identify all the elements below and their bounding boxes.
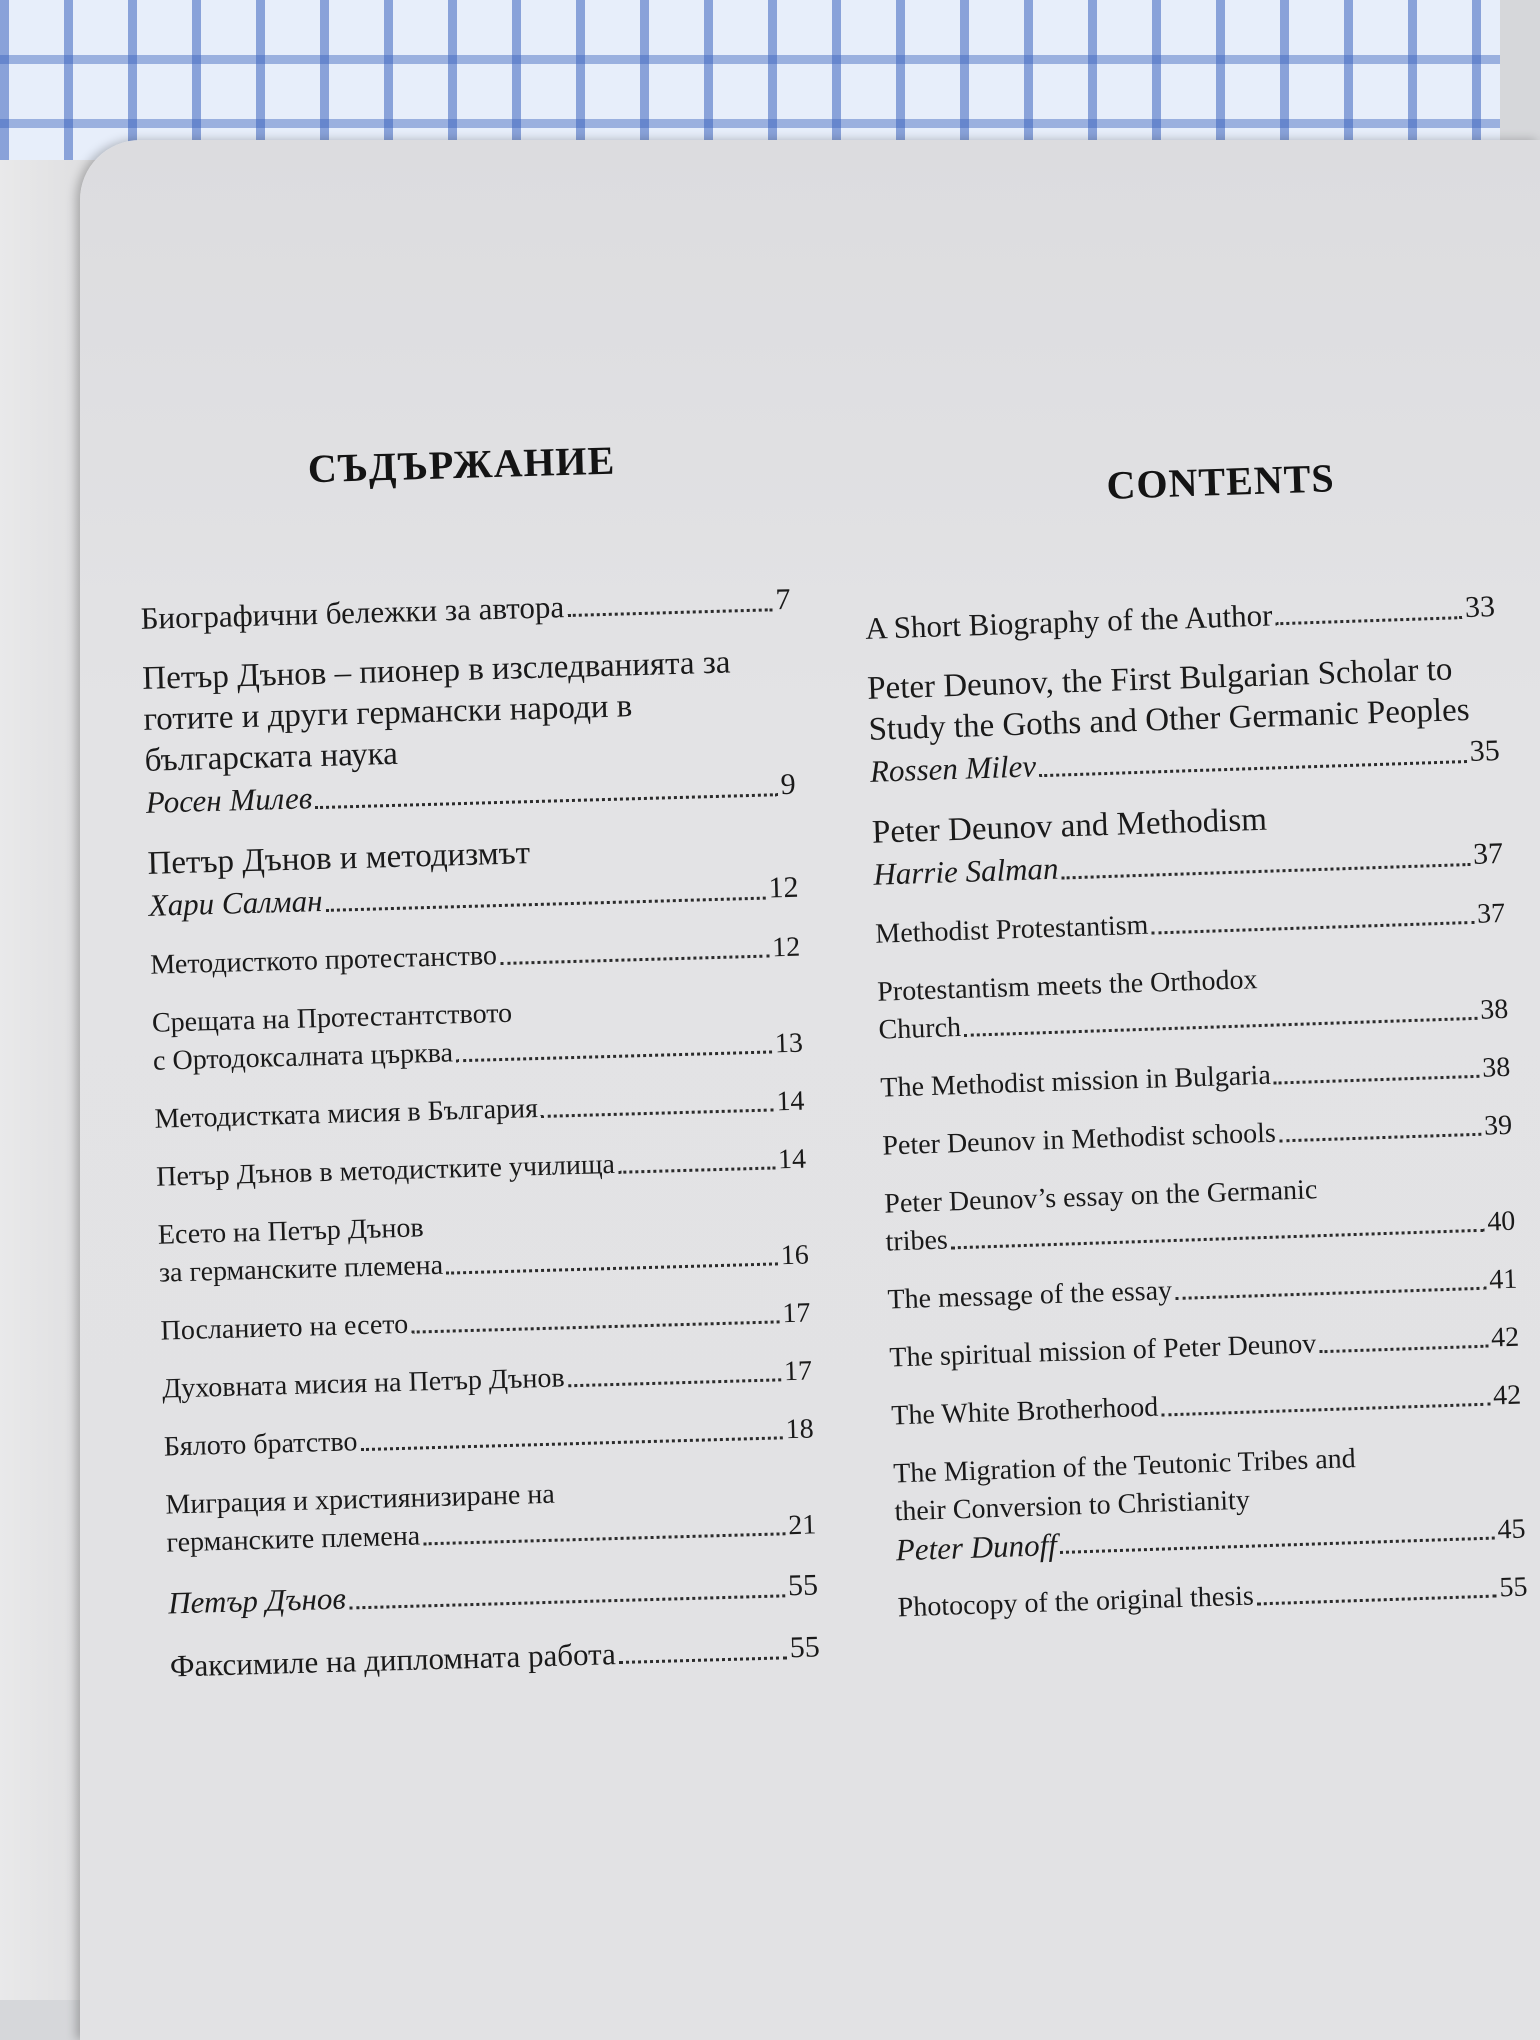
leader-dots: [411, 1320, 779, 1333]
toc-entry: [160, 1295, 811, 1351]
leader-dots: [1319, 1345, 1488, 1354]
toc-entry: [157, 1199, 809, 1293]
toc-entry: [884, 1165, 1516, 1262]
page-number: 41: [1488, 1263, 1518, 1296]
toc-entry: [154, 1083, 805, 1139]
page-number: 55: [1498, 1571, 1528, 1604]
entry-title: The White Brotherhood: [890, 1391, 1159, 1432]
leader-dots: [1279, 1133, 1481, 1143]
entry-title: Peter Deunov in Methodist schools: [881, 1117, 1277, 1162]
page-number: 16: [780, 1239, 810, 1272]
toc-entry: [169, 1626, 820, 1686]
leader-dots: [349, 1594, 785, 1609]
page-number: 14: [776, 1085, 805, 1118]
page-number: 45: [1496, 1513, 1526, 1546]
page-number: 7: [774, 582, 791, 617]
page-number: 18: [785, 1413, 815, 1446]
toc-entry: [889, 1319, 1520, 1378]
page-number: 37: [1476, 897, 1506, 930]
toc-entry: [867, 648, 1501, 793]
entry-title: германските племена: [166, 1520, 421, 1559]
entry-title: за германските племена: [158, 1249, 444, 1289]
toc-entry: [891, 1377, 1522, 1436]
entry-author: Rossen Milev: [869, 748, 1037, 789]
leader-dots: [1060, 1537, 1495, 1554]
english-heading: CONTENTS: [1105, 455, 1336, 508]
leader-dots: [1175, 1287, 1486, 1300]
entry-title-line: Protestantism meets the Orthodox: [876, 964, 1258, 1008]
toc-entry: [893, 1435, 1526, 1570]
page-number: 12: [771, 931, 801, 964]
leader-dots: [456, 1050, 772, 1062]
entry-title: Биографични бележки за автора: [140, 589, 565, 636]
entry-title: Church: [878, 1011, 962, 1046]
leader-dots: [619, 1656, 787, 1664]
page-number: 42: [1492, 1379, 1522, 1412]
entry-title: The message of the essay: [887, 1275, 1173, 1316]
leader-dots: [1276, 616, 1463, 625]
english-contents-column: [860, 449, 1529, 1647]
toc-entry: [147, 826, 799, 927]
page-number: 13: [774, 1027, 804, 1060]
leader-dots: [1161, 1403, 1490, 1417]
bulgarian-heading: СЪДЪРЖАНИЕ: [307, 437, 616, 492]
page-number: 14: [777, 1143, 807, 1176]
entry-title: The spiritual mission of Peter Deunov: [888, 1328, 1317, 1374]
page-number: 12: [768, 870, 799, 905]
leader-dots: [315, 793, 778, 809]
page-number: 38: [1479, 993, 1509, 1026]
toc-entry: [156, 1141, 807, 1197]
entry-title: Методисткото протестанство: [149, 940, 498, 981]
entry-title: Методистката мисия в България: [154, 1093, 539, 1135]
entry-title-line: The Migration of the Teutonic Tribes and: [892, 1443, 1357, 1490]
entry-title-line: Миграция и християнизиране на: [165, 1478, 556, 1521]
entry-author: Хари Салман: [148, 882, 323, 923]
leader-dots: [1257, 1595, 1497, 1606]
toc-entry: [140, 579, 791, 639]
toc-entry: [168, 1564, 819, 1624]
page-number: 9: [780, 767, 797, 802]
entry-title-line: their Conversion to Christianity: [894, 1484, 1251, 1528]
leader-dots: [1151, 921, 1474, 935]
leader-dots: [1039, 760, 1467, 777]
leader-dots: [567, 608, 772, 617]
entry-title-line: Срещата на Протестантството: [151, 997, 513, 1039]
leader-dots: [541, 1108, 774, 1117]
toc-entry: [875, 895, 1506, 954]
entry-title: Peter Deunov, the First Bulgarian Scholar to Study the Goths and Other Germanic Peoples: [866, 651, 1471, 748]
page-number: 38: [1481, 1051, 1511, 1084]
entry-title: Петър Дънов и методизмът: [147, 835, 531, 882]
entry-title-line: Peter Deunov’s essay on the Germanic: [883, 1174, 1318, 1220]
leader-dots: [1274, 1075, 1480, 1085]
entry-title: с Ортодоксалната църква: [152, 1037, 454, 1077]
entry-title: A Short Biography of the Author: [864, 597, 1273, 646]
toc-entry: [880, 1049, 1511, 1108]
page-number: 39: [1483, 1109, 1513, 1142]
toc-entry: [142, 641, 796, 824]
leader-dots: [618, 1166, 775, 1173]
leader-dots: [361, 1436, 783, 1451]
leader-dots: [964, 1017, 1477, 1037]
leader-dots: [446, 1262, 778, 1274]
page-number: 40: [1486, 1205, 1516, 1238]
page-number: 42: [1490, 1321, 1520, 1354]
leader-dots: [423, 1532, 785, 1545]
page-number: 35: [1469, 733, 1501, 768]
toc-entry: [162, 1352, 813, 1408]
page-number: 21: [787, 1509, 817, 1542]
toc-entry: [150, 929, 801, 985]
toc-entry: [165, 1468, 817, 1562]
toc-entry: [877, 953, 1509, 1050]
entry-title: Петър Дънов – пионер в изследванията за готите и други германски народи в българската наука: [141, 644, 731, 779]
entry-title: Methodist Protestantism: [874, 909, 1149, 950]
entry-author: Петър Дънов: [167, 1580, 347, 1621]
entry-author: Peter Dunoff: [895, 1527, 1058, 1568]
leader-dots: [951, 1229, 1485, 1250]
toc-entry: [163, 1410, 814, 1466]
toc-entry: [897, 1568, 1528, 1627]
entry-title: The Methodist mission in Bulgaria: [879, 1059, 1272, 1104]
entry-title: Бялото братство: [163, 1426, 358, 1463]
leader-dots: [568, 1378, 782, 1387]
toc-entry: [865, 586, 1496, 649]
entry-author: Росен Милев: [145, 780, 313, 820]
entry-title: Петър Дънов в методистките училища: [155, 1148, 616, 1193]
entry-author: Harrie Salman: [872, 850, 1060, 892]
page-number: 17: [781, 1297, 811, 1330]
leader-dots: [1062, 863, 1471, 880]
page-number: 37: [1472, 836, 1504, 871]
entry-title: Photocopy of the original thesis: [897, 1580, 1255, 1624]
toc-entry: [871, 792, 1503, 896]
leader-dots: [326, 897, 766, 912]
leader-dots: [500, 955, 769, 966]
page-number: 55: [787, 1568, 819, 1603]
entry-title: Peter Deunov and Methodism: [871, 801, 1268, 851]
entry-title: Факсимиле на дипломната работа: [169, 1636, 617, 1684]
entry-title: Посланието на есето: [160, 1308, 409, 1347]
page-number: 55: [789, 1630, 821, 1665]
entry-title: Духовната мисия на Петър Дънов: [161, 1362, 566, 1405]
toc-entry: [151, 987, 803, 1081]
page-number: 17: [783, 1355, 813, 1388]
toc-entry: [882, 1107, 1513, 1166]
entry-title: tribes: [885, 1224, 949, 1258]
entry-title-line: Есето на Петър Дънов: [157, 1212, 424, 1251]
toc-entry: [887, 1261, 1518, 1320]
page-number: 33: [1464, 590, 1496, 625]
bulgarian-contents-column: [136, 432, 821, 1707]
